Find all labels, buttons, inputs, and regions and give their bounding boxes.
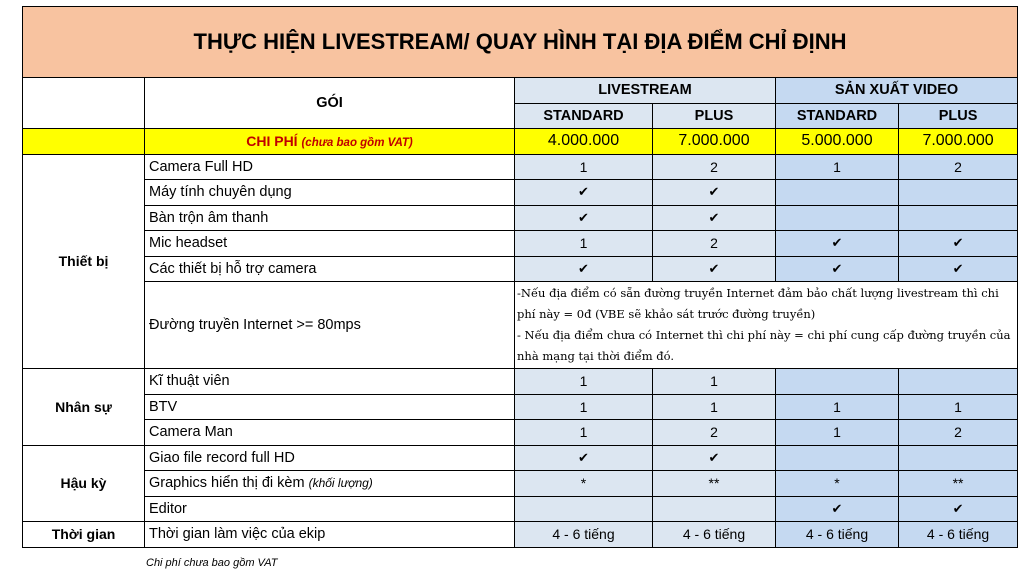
table-cell: 2 [653, 231, 776, 257]
table-cell: 2 [899, 154, 1018, 180]
check-icon: ✔ [776, 231, 899, 257]
table-cell [653, 496, 776, 522]
pricing-table-wrapper [22, 6, 1017, 548]
check-icon: ✔ [515, 256, 653, 282]
table-row [23, 496, 1018, 522]
table-cell: 4 - 6 tiếng [899, 522, 1018, 548]
check-icon: ✔ [653, 180, 776, 206]
internet-note-1: -Nếu địa điểm có sẵn đường truyền Internet đảm bảo chất lượng livestream thì chi phí này = 0đ (VBE sẽ khảo sát trước đường truyền) [517, 286, 999, 321]
cost-value: 4.000.000 [515, 129, 653, 155]
table-cell: ** [653, 471, 776, 497]
table-row [23, 420, 1018, 446]
table-row [23, 282, 1018, 369]
row-label: Kĩ thuật viên [145, 369, 515, 395]
row-label: Camera Man [145, 420, 515, 446]
check-icon: ✔ [515, 205, 653, 231]
table-cell [776, 445, 899, 471]
group-nhan-su: Nhân sự [23, 369, 145, 446]
pricing-table [22, 6, 1018, 548]
table-cell [899, 205, 1018, 231]
cost-label-note: (chưa bao gồm VAT) [301, 137, 413, 150]
row-label: Đường truyền Internet >= 80mps [145, 282, 515, 369]
table-row [23, 445, 1018, 471]
table-cell: 2 [653, 154, 776, 180]
cost-row [23, 129, 1018, 155]
check-icon: ✔ [899, 231, 1018, 257]
table-cell: * [776, 471, 899, 497]
table-row [23, 369, 1018, 395]
cost-value: 7.000.000 [653, 129, 776, 155]
table-row [23, 522, 1018, 548]
cost-label-text: CHI PHÍ [246, 133, 298, 150]
header-livestream-standard: STANDARD [515, 103, 653, 129]
table-row [23, 394, 1018, 420]
row-label-note: (khối lượng) [308, 476, 373, 491]
row-label: Các thiết bị hỗ trợ camera [145, 256, 515, 282]
table-cell: 4 - 6 tiếng [515, 522, 653, 548]
header-video-plus: PLUS [899, 103, 1018, 129]
footnote: Chi phí chưa bao gồm VAT [146, 557, 278, 569]
table-cell [776, 205, 899, 231]
table-cell: 1 [653, 369, 776, 395]
row-label: Máy tính chuyên dụng [145, 180, 515, 206]
header-san-xuat-video: SẢN XUẤT VIDEO [776, 78, 1018, 104]
group-hau-ky: Hậu kỳ [23, 445, 145, 522]
check-icon: ✔ [653, 256, 776, 282]
table-cell: 1 [776, 394, 899, 420]
table-row [23, 471, 1018, 497]
group-thoi-gian: Thời gian [23, 522, 145, 548]
table-cell: 1 [653, 394, 776, 420]
header-livestream-plus: PLUS [653, 103, 776, 129]
header-goi: GÓI [145, 78, 515, 129]
cost-label [145, 129, 515, 155]
table-cell: 4 - 6 tiếng [653, 522, 776, 548]
internet-note [515, 282, 1018, 369]
row-label: Camera Full HD [145, 154, 515, 180]
cost-value: 5.000.000 [776, 129, 899, 155]
table-cell [776, 180, 899, 206]
internet-note-2: - Nếu địa điểm chưa có Internet thì chi phí này = chi phí cung cấp đường truyền của nhà mạng tại thời điểm đó. [517, 328, 1011, 363]
group-thiet-bi: Thiết bị [23, 154, 145, 369]
table-cell: 1 [515, 154, 653, 180]
table-cell: 2 [653, 420, 776, 446]
check-icon: ✔ [653, 205, 776, 231]
page-title: THỰC HIỆN LIVESTREAM/ QUAY HÌNH TẠI ĐỊA ĐIỂM CHỈ ĐỊNH [23, 7, 1018, 78]
check-icon: ✔ [899, 256, 1018, 282]
check-icon: ✔ [899, 496, 1018, 522]
table-cell: 4 - 6 tiếng [776, 522, 899, 548]
table-cell: 1 [515, 420, 653, 446]
check-icon: ✔ [653, 445, 776, 471]
check-icon: ✔ [776, 496, 899, 522]
header-video-standard: STANDARD [776, 103, 899, 129]
row-label: Thời gian làm việc của ekip [145, 522, 515, 548]
row-label-text: Graphics hiển thị đi kèm [149, 475, 305, 492]
row-label: Editor [145, 496, 515, 522]
table-cell [776, 369, 899, 395]
table-cell [899, 369, 1018, 395]
table-cell: 1 [515, 394, 653, 420]
table-row [23, 154, 1018, 180]
check-icon: ✔ [515, 180, 653, 206]
cost-empty-cell [23, 129, 145, 155]
header-empty-cell [23, 78, 145, 129]
table-cell: ** [899, 471, 1018, 497]
row-label: Giao file record full HD [145, 445, 515, 471]
table-cell: 1 [515, 369, 653, 395]
row-label: BTV [145, 394, 515, 420]
row-label [145, 471, 515, 497]
table-row [23, 231, 1018, 257]
cost-value: 7.000.000 [899, 129, 1018, 155]
check-icon: ✔ [515, 445, 653, 471]
table-cell [515, 496, 653, 522]
table-row [23, 205, 1018, 231]
table-cell [899, 445, 1018, 471]
table-cell [899, 180, 1018, 206]
table-row [23, 180, 1018, 206]
table-cell: 1 [515, 231, 653, 257]
row-label: Bàn trộn âm thanh [145, 205, 515, 231]
header-livestream: LIVESTREAM [515, 78, 776, 104]
row-label: Mic headset [145, 231, 515, 257]
table-cell: 2 [899, 420, 1018, 446]
table-cell: 1 [899, 394, 1018, 420]
table-cell: 1 [776, 154, 899, 180]
check-icon: ✔ [776, 256, 899, 282]
table-cell: 1 [776, 420, 899, 446]
table-cell: * [515, 471, 653, 497]
table-row [23, 256, 1018, 282]
